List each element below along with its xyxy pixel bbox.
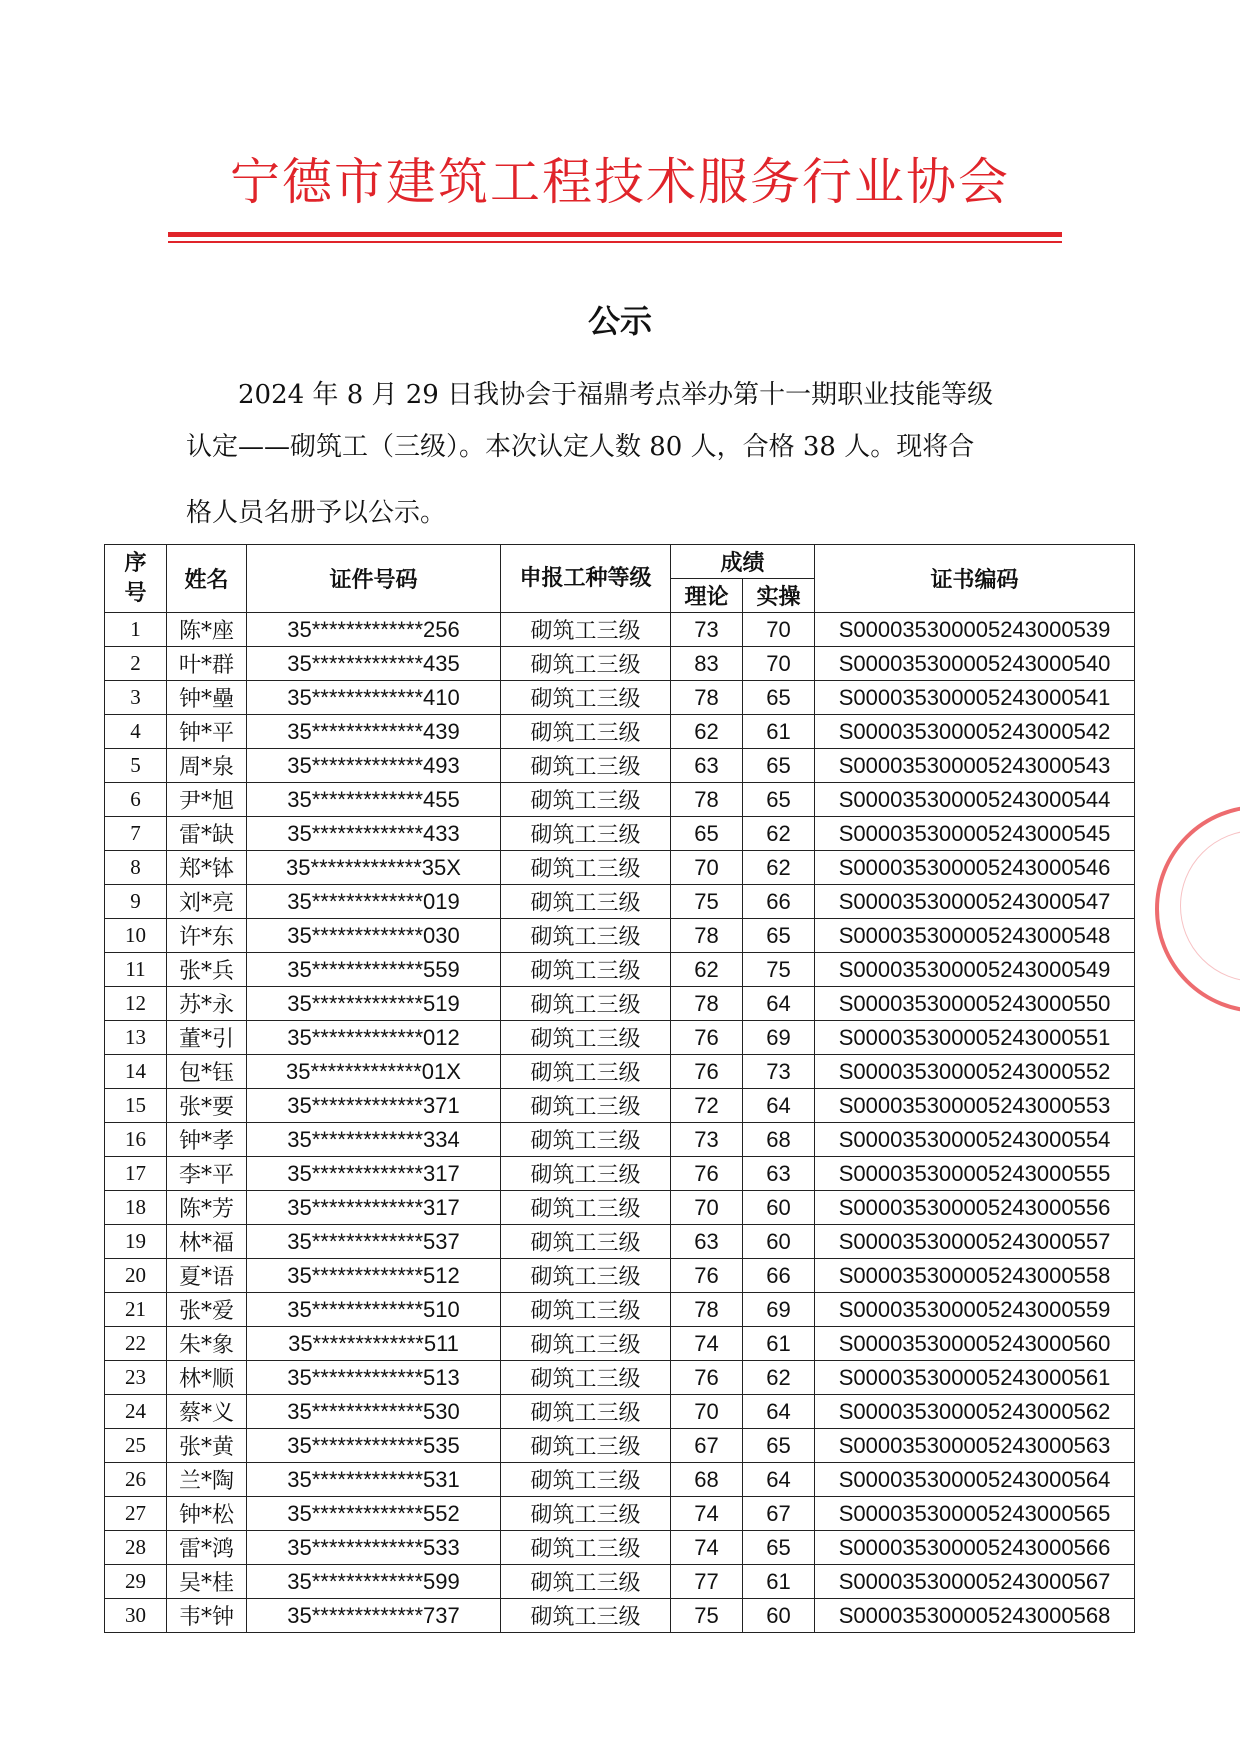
row-id: 35*************433 (247, 817, 501, 851)
row-theory: 74 (671, 1497, 743, 1531)
row-theory: 68 (671, 1463, 743, 1497)
row-theory: 65 (671, 817, 743, 851)
row-name: 刘*亮 (167, 885, 247, 919)
row-id: 35*************012 (247, 1021, 501, 1055)
table-row (105, 1497, 1135, 1531)
header-score: 成绩 (671, 545, 815, 579)
table-row (105, 919, 1135, 953)
row-trade: 砌筑工三级 (501, 783, 671, 817)
row-seq: 19 (105, 1225, 167, 1259)
row-name: 吴*桂 (167, 1565, 247, 1599)
row-trade: 砌筑工三级 (501, 817, 671, 851)
row-cert: S000035300005243000544 (815, 783, 1135, 817)
row-trade: 砌筑工三级 (501, 1055, 671, 1089)
row-theory: 73 (671, 613, 743, 647)
row-cert: S000035300005243000557 (815, 1225, 1135, 1259)
table-row (105, 749, 1135, 783)
row-id: 35*************35X (247, 851, 501, 885)
header-practice: 实操 (743, 579, 815, 613)
row-practice: 69 (743, 1021, 815, 1055)
row-cert: S000035300005243000552 (815, 1055, 1135, 1089)
row-seq: 3 (105, 681, 167, 715)
table-row (105, 1055, 1135, 1089)
header-seq: 序号 (105, 545, 167, 613)
row-name: 雷*缺 (167, 817, 247, 851)
table-row (105, 1565, 1135, 1599)
row-name: 张*黄 (167, 1429, 247, 1463)
row-id: 35*************530 (247, 1395, 501, 1429)
table-row (105, 885, 1135, 919)
row-id: 35*************256 (247, 613, 501, 647)
row-seq: 27 (105, 1497, 167, 1531)
row-theory: 63 (671, 749, 743, 783)
row-id: 35*************559 (247, 953, 501, 987)
header-cert: 证书编码 (815, 545, 1135, 613)
table-row (105, 1531, 1135, 1565)
table-row (105, 1429, 1135, 1463)
row-trade: 砌筑工三级 (501, 1157, 671, 1191)
row-trade: 砌筑工三级 (501, 1225, 671, 1259)
results-table (104, 544, 1135, 1633)
header-name: 姓名 (167, 545, 247, 613)
table-row (105, 613, 1135, 647)
row-name: 张*兵 (167, 953, 247, 987)
row-id: 35*************531 (247, 1463, 501, 1497)
row-id: 35*************01X (247, 1055, 501, 1089)
row-theory: 76 (671, 1361, 743, 1395)
row-theory: 70 (671, 1191, 743, 1225)
row-name: 韦*钟 (167, 1599, 247, 1633)
table-row (105, 953, 1135, 987)
header-id: 证件号码 (247, 545, 501, 613)
row-cert: S000035300005243000539 (815, 613, 1135, 647)
row-id: 35*************552 (247, 1497, 501, 1531)
row-name: 雷*鸿 (167, 1531, 247, 1565)
row-name: 蔡*义 (167, 1395, 247, 1429)
row-cert: S000035300005243000543 (815, 749, 1135, 783)
row-name: 钟*松 (167, 1497, 247, 1531)
row-id: 35*************535 (247, 1429, 501, 1463)
row-cert: S000035300005243000540 (815, 647, 1135, 681)
table-row (105, 1293, 1135, 1327)
row-name: 周*泉 (167, 749, 247, 783)
row-seq: 6 (105, 783, 167, 817)
row-practice: 66 (743, 885, 815, 919)
row-cert: S000035300005243000545 (815, 817, 1135, 851)
row-cert: S000035300005243000555 (815, 1157, 1135, 1191)
row-name: 钟*壘 (167, 681, 247, 715)
paragraph-line-3 (186, 480, 1060, 546)
row-theory: 78 (671, 987, 743, 1021)
row-cert: S000035300005243000548 (815, 919, 1135, 953)
row-cert: S000035300005243000564 (815, 1463, 1135, 1497)
table-row (105, 1157, 1135, 1191)
row-theory: 63 (671, 1225, 743, 1259)
row-seq: 21 (105, 1293, 167, 1327)
row-practice: 65 (743, 749, 815, 783)
document-title: 公示 (587, 302, 652, 340)
row-practice: 73 (743, 1055, 815, 1089)
paragraph-text-1: 2024 年 8 月 29 日我协会于福鼎考点举办第十一期职业技能等级 (238, 380, 994, 410)
row-id: 35*************737 (247, 1599, 501, 1633)
row-practice: 61 (743, 1565, 815, 1599)
row-cert: S000035300005243000560 (815, 1327, 1135, 1361)
row-cert: S000035300005243000547 (815, 885, 1135, 919)
row-theory: 62 (671, 715, 743, 749)
table-row (105, 783, 1135, 817)
table-row (105, 681, 1135, 715)
row-id: 35*************317 (247, 1191, 501, 1225)
row-id: 35*************512 (247, 1259, 501, 1293)
row-name: 兰*陶 (167, 1463, 247, 1497)
row-practice: 64 (743, 987, 815, 1021)
row-seq: 2 (105, 647, 167, 681)
paragraph-line-2 (186, 414, 1060, 480)
row-seq: 25 (105, 1429, 167, 1463)
row-trade: 砌筑工三级 (501, 1599, 671, 1633)
row-practice: 65 (743, 1531, 815, 1565)
table-row (105, 1327, 1135, 1361)
row-seq: 5 (105, 749, 167, 783)
row-practice: 75 (743, 953, 815, 987)
row-name: 张*爱 (167, 1293, 247, 1327)
row-trade: 砌筑工三级 (501, 749, 671, 783)
row-trade: 砌筑工三级 (501, 1123, 671, 1157)
row-practice: 63 (743, 1157, 815, 1191)
row-id: 35*************019 (247, 885, 501, 919)
row-trade: 砌筑工三级 (501, 1565, 671, 1599)
row-trade: 砌筑工三级 (501, 1531, 671, 1565)
row-id: 35*************533 (247, 1531, 501, 1565)
row-id: 35*************599 (247, 1565, 501, 1599)
row-trade: 砌筑工三级 (501, 1497, 671, 1531)
table-row (105, 1361, 1135, 1395)
row-name: 郑*钵 (167, 851, 247, 885)
row-seq: 16 (105, 1123, 167, 1157)
row-theory: 72 (671, 1089, 743, 1123)
row-practice: 70 (743, 647, 815, 681)
row-id: 35*************511 (247, 1327, 501, 1361)
row-practice: 65 (743, 783, 815, 817)
row-theory: 77 (671, 1565, 743, 1599)
table-row (105, 1599, 1135, 1633)
row-practice: 62 (743, 817, 815, 851)
row-seq: 14 (105, 1055, 167, 1089)
row-id: 35*************513 (247, 1361, 501, 1395)
row-id: 35*************537 (247, 1225, 501, 1259)
table-row (105, 647, 1135, 681)
row-theory: 70 (671, 1395, 743, 1429)
row-cert: S000035300005243000554 (815, 1123, 1135, 1157)
table-row (105, 1021, 1135, 1055)
row-practice: 62 (743, 851, 815, 885)
row-seq: 11 (105, 953, 167, 987)
row-id: 35*************410 (247, 681, 501, 715)
row-practice: 65 (743, 919, 815, 953)
paragraph-text-3: 格人员名册予以公示。 (186, 498, 447, 528)
row-theory: 74 (671, 1531, 743, 1565)
table-row (105, 1225, 1135, 1259)
row-trade: 砌筑工三级 (501, 1021, 671, 1055)
row-theory: 74 (671, 1327, 743, 1361)
results-table-body (105, 613, 1135, 1633)
header-rule (168, 232, 1062, 237)
row-practice: 70 (743, 613, 815, 647)
table-row (105, 817, 1135, 851)
row-cert: S000035300005243000568 (815, 1599, 1135, 1633)
row-cert: S000035300005243000551 (815, 1021, 1135, 1055)
row-seq: 4 (105, 715, 167, 749)
row-cert: S000035300005243000550 (815, 987, 1135, 1021)
row-practice: 66 (743, 1259, 815, 1293)
row-trade: 砌筑工三级 (501, 1327, 671, 1361)
row-id: 35*************510 (247, 1293, 501, 1327)
table-row (105, 987, 1135, 1021)
row-practice: 61 (743, 1327, 815, 1361)
organization-title: 宁德市建筑工程技术服务行业协会 (230, 153, 1010, 211)
table-row (105, 715, 1135, 749)
row-seq: 29 (105, 1565, 167, 1599)
row-seq: 1 (105, 613, 167, 647)
row-trade: 砌筑工三级 (501, 681, 671, 715)
row-theory: 78 (671, 681, 743, 715)
row-trade: 砌筑工三级 (501, 987, 671, 1021)
row-theory: 62 (671, 953, 743, 987)
row-practice: 61 (743, 715, 815, 749)
row-cert: S000035300005243000566 (815, 1531, 1135, 1565)
row-cert: S000035300005243000542 (815, 715, 1135, 749)
row-id: 35*************435 (247, 647, 501, 681)
row-theory: 78 (671, 919, 743, 953)
row-name: 林*顺 (167, 1361, 247, 1395)
row-id: 35*************439 (247, 715, 501, 749)
table-row (105, 1463, 1135, 1497)
row-cert: S000035300005243000559 (815, 1293, 1135, 1327)
row-trade: 砌筑工三级 (501, 1293, 671, 1327)
row-seq: 15 (105, 1089, 167, 1123)
row-name: 钟*孝 (167, 1123, 247, 1157)
row-cert: S000035300005243000567 (815, 1565, 1135, 1599)
row-seq: 28 (105, 1531, 167, 1565)
row-seq: 22 (105, 1327, 167, 1361)
table-row (105, 1191, 1135, 1225)
row-trade: 砌筑工三级 (501, 851, 671, 885)
row-name: 苏*永 (167, 987, 247, 1021)
row-practice: 64 (743, 1463, 815, 1497)
row-theory: 75 (671, 885, 743, 919)
row-trade: 砌筑工三级 (501, 1395, 671, 1429)
row-seq: 7 (105, 817, 167, 851)
header-rule-thin (168, 241, 1062, 243)
row-name: 钟*平 (167, 715, 247, 749)
header-trade: 申报工种等级 (501, 545, 671, 613)
row-theory: 67 (671, 1429, 743, 1463)
row-name: 包*钰 (167, 1055, 247, 1089)
row-theory: 75 (671, 1599, 743, 1633)
row-trade: 砌筑工三级 (501, 919, 671, 953)
row-trade: 砌筑工三级 (501, 647, 671, 681)
row-cert: S000035300005243000563 (815, 1429, 1135, 1463)
row-practice: 60 (743, 1225, 815, 1259)
row-practice: 60 (743, 1599, 815, 1633)
row-id: 35*************493 (247, 749, 501, 783)
row-id: 35*************455 (247, 783, 501, 817)
table-row (105, 851, 1135, 885)
row-theory: 76 (671, 1157, 743, 1191)
row-trade: 砌筑工三级 (501, 953, 671, 987)
row-seq: 13 (105, 1021, 167, 1055)
header-theory: 理论 (671, 579, 743, 613)
row-trade: 砌筑工三级 (501, 613, 671, 647)
table-row (105, 1123, 1135, 1157)
row-theory: 83 (671, 647, 743, 681)
row-trade: 砌筑工三级 (501, 1089, 671, 1123)
row-cert: S000035300005243000546 (815, 851, 1135, 885)
table-row (105, 1259, 1135, 1293)
row-trade: 砌筑工三级 (501, 885, 671, 919)
row-name: 张*要 (167, 1089, 247, 1123)
row-theory: 76 (671, 1259, 743, 1293)
row-seq: 12 (105, 987, 167, 1021)
row-practice: 64 (743, 1089, 815, 1123)
row-cert: S000035300005243000553 (815, 1089, 1135, 1123)
row-seq: 10 (105, 919, 167, 953)
row-cert: S000035300005243000558 (815, 1259, 1135, 1293)
row-practice: 67 (743, 1497, 815, 1531)
row-practice: 65 (743, 1429, 815, 1463)
row-id: 35*************371 (247, 1089, 501, 1123)
row-theory: 78 (671, 783, 743, 817)
row-id: 35*************317 (247, 1157, 501, 1191)
paragraph-text-2: 认定——砌筑工（三级）。本次认定人数 80 人，合格 38 人。现将合 (186, 432, 975, 462)
row-id: 35*************519 (247, 987, 501, 1021)
row-cert: S000035300005243000549 (815, 953, 1135, 987)
table-row (105, 1395, 1135, 1429)
row-seq: 18 (105, 1191, 167, 1225)
row-practice: 65 (743, 681, 815, 715)
row-name: 尹*旭 (167, 783, 247, 817)
row-name: 李*平 (167, 1157, 247, 1191)
row-id: 35*************334 (247, 1123, 501, 1157)
row-trade: 砌筑工三级 (501, 1361, 671, 1395)
row-seq: 23 (105, 1361, 167, 1395)
row-seq: 8 (105, 851, 167, 885)
row-name: 陈*座 (167, 613, 247, 647)
row-theory: 70 (671, 851, 743, 885)
row-theory: 78 (671, 1293, 743, 1327)
row-seq: 17 (105, 1157, 167, 1191)
row-name: 夏*语 (167, 1259, 247, 1293)
row-practice: 69 (743, 1293, 815, 1327)
row-practice: 62 (743, 1361, 815, 1395)
row-practice: 68 (743, 1123, 815, 1157)
row-name: 叶*群 (167, 647, 247, 681)
row-cert: S000035300005243000556 (815, 1191, 1135, 1225)
row-name: 朱*象 (167, 1327, 247, 1361)
row-seq: 20 (105, 1259, 167, 1293)
row-seq: 26 (105, 1463, 167, 1497)
row-name: 陈*芳 (167, 1191, 247, 1225)
row-id: 35*************030 (247, 919, 501, 953)
row-trade: 砌筑工三级 (501, 1191, 671, 1225)
row-theory: 76 (671, 1055, 743, 1089)
row-theory: 76 (671, 1021, 743, 1055)
row-name: 林*福 (167, 1225, 247, 1259)
row-trade: 砌筑工三级 (501, 1259, 671, 1293)
row-cert: S000035300005243000562 (815, 1395, 1135, 1429)
row-cert: S000035300005243000541 (815, 681, 1135, 715)
row-theory: 73 (671, 1123, 743, 1157)
row-practice: 64 (743, 1395, 815, 1429)
row-seq: 9 (105, 885, 167, 919)
row-practice: 60 (743, 1191, 815, 1225)
row-trade: 砌筑工三级 (501, 715, 671, 749)
row-trade: 砌筑工三级 (501, 1429, 671, 1463)
table-row (105, 1089, 1135, 1123)
row-cert: S000035300005243000565 (815, 1497, 1135, 1531)
row-name: 许*东 (167, 919, 247, 953)
row-name: 董*引 (167, 1021, 247, 1055)
row-seq: 24 (105, 1395, 167, 1429)
row-seq: 30 (105, 1599, 167, 1633)
row-trade: 砌筑工三级 (501, 1463, 671, 1497)
row-cert: S000035300005243000561 (815, 1361, 1135, 1395)
